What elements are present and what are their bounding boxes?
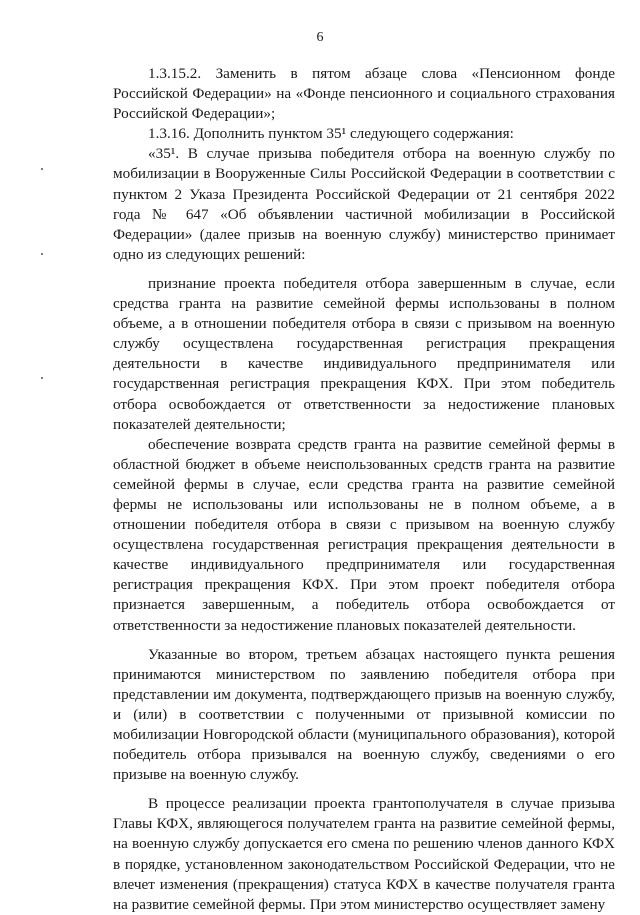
page-number: 6: [316, 30, 324, 45]
paragraph-1-3-15-2: 1.3.15.2. Заменить в пятом абзаце слова «Пенсионном фонде Российской Федерации» на «Фонде пенсионного и социального страхования Российской Федерации»;: [113, 65, 615, 123]
paragraph-head-replacement: В процессе реализации проекта грантополучателя в случае призыва Главы КФХ, являющегося получателем гранта на развитие семейной фермы, на военную службу допускается его смена по решению членов данного КФХ в порядке, установленном законодательством Российской Федерации, что не влечет изменения (прекращения) статуса КФХ в качестве получателя гранта на развитие семейной фермы. При этом министерство осуществляет замену: [113, 795, 615, 913]
paragraph-decisions-conditions: Указанные во втором, третьем абзацах настоящего пункта решения принимаются министерством по заявлению победителя отбора при представлении им документа, подтверждающего призыв на военную службу, и (или) в соответствии с полученными от призывной комиссии по мобилизации Новгородской области (муниципального образования), которой победитель отбора призывался на военную службу, сведениями о его призыве на военную службу.: [113, 645, 615, 784]
margin-mark: [41, 253, 43, 255]
margin-mark: [41, 168, 43, 170]
paragraph-decision-2: обеспечение возврата средств гранта на развитие семейной фермы в областной бюджет в объеме неиспользованных средств гранта на развитие семейной фермы в случае, если средства гранта на развитие семейной фермы не использованы или использованы не в полном объеме, а в отношении победителя отбора в связи с призывом на военную службу осуществлена государственная регистрация прекращения деятельности в качестве индивидуального предпринимателя или государственная регистрация прекращения КФХ. При этом проект победителя отбора признается завершенным, а победитель отбора освобождается от ответственности за недостижение плановых показателей деятельности.: [113, 435, 615, 634]
document-body: [113, 64, 615, 915]
paragraph-35-1: «35¹. В случае призыва победителя отбора на военную службу по мобилизации в Вооруженные Силы Российской Федерации в соответствии с пунктом 2 Указа Президента Российской Федерации от 21 сентября 2022 года № 647 «Об объявлении частичной мобилизации в Российской Федерации» (далее призыв на военную службу) министерство принимает одно из следующих решений:: [113, 145, 615, 263]
paragraph-1-3-16: 1.3.16. Дополнить пунктом 35¹ следующего содержания:: [148, 125, 514, 143]
paragraph-decision-1: признание проекта победителя отбора завершенным в случае, если средства гранта на развитие семейной фермы использованы в полном объеме, а в отношении победителя отбора в связи с призывом на военную службу осуществлена государственная регистрация прекращения деятельности в качестве индивидуального предпринимателя или государственная регистрация прекращения КФХ. При этом победитель отбора освобождается от ответственности за недостижение плановых показателей деятельности;: [113, 274, 615, 433]
margin-mark: [41, 377, 43, 379]
